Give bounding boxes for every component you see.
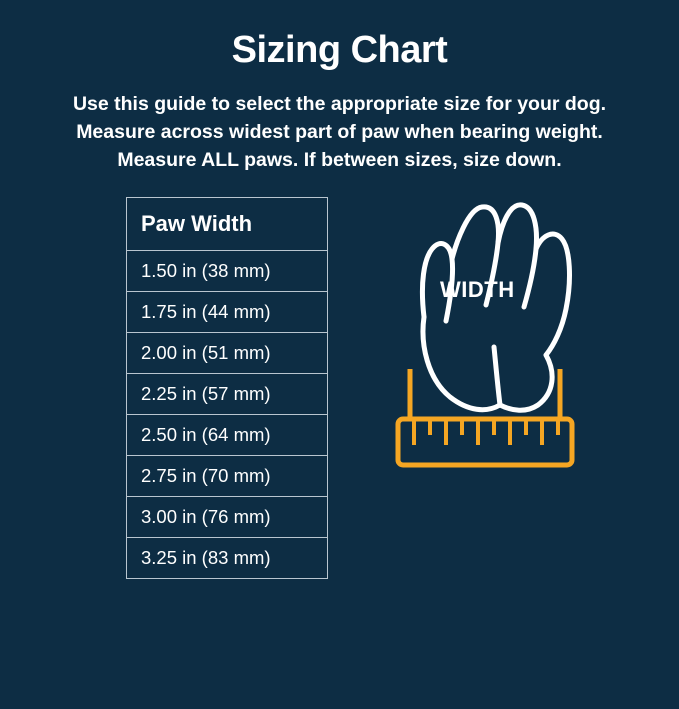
page-subtitle: Use this guide to select the appropriate size for your dog. Measure across widest part of paw when bearing weight. Measure ALL paws. If between sizes, size down. <box>72 92 607 172</box>
paw-width-table-wrap <box>126 197 328 579</box>
paw-width-value: 2.00 in (51 mm) <box>127 332 328 373</box>
chart-content <box>0 197 679 579</box>
width-label: WIDTH <box>440 276 515 302</box>
paw-width-value: 3.00 in (76 mm) <box>127 496 328 537</box>
table-head <box>127 197 328 250</box>
table-row <box>127 496 328 537</box>
measuring-tape-icon <box>398 419 572 465</box>
paw-width-value: 2.75 in (70 mm) <box>127 455 328 496</box>
paw-width-table <box>126 197 328 579</box>
paw-width-value: 2.50 in (64 mm) <box>127 414 328 455</box>
table-row <box>127 455 328 496</box>
table-body <box>127 250 328 578</box>
paw-width-value: 3.25 in (83 mm) <box>127 537 328 578</box>
paw-pad-right <box>500 355 552 410</box>
paw-toe-outer-right <box>536 234 569 355</box>
paw-pad-left <box>423 317 500 410</box>
column-header-paw-width: Paw Width <box>127 197 328 250</box>
table-row <box>127 373 328 414</box>
table-header-row <box>127 197 328 250</box>
paw-width-value: 2.25 in (57 mm) <box>127 373 328 414</box>
page-title: Sizing Chart <box>231 29 448 71</box>
paw-cleft <box>494 347 500 405</box>
paw-measure-diagram-icon <box>394 197 614 497</box>
table-row <box>127 537 328 578</box>
paw-width-value: 1.75 in (44 mm) <box>127 291 328 332</box>
paw-width-value: 1.50 in (38 mm) <box>127 250 328 291</box>
paw-illustration <box>394 197 614 497</box>
table-row <box>127 332 328 373</box>
table-row <box>127 414 328 455</box>
table-row <box>127 291 328 332</box>
sizing-chart-page <box>0 30 679 709</box>
table-row <box>127 250 328 291</box>
